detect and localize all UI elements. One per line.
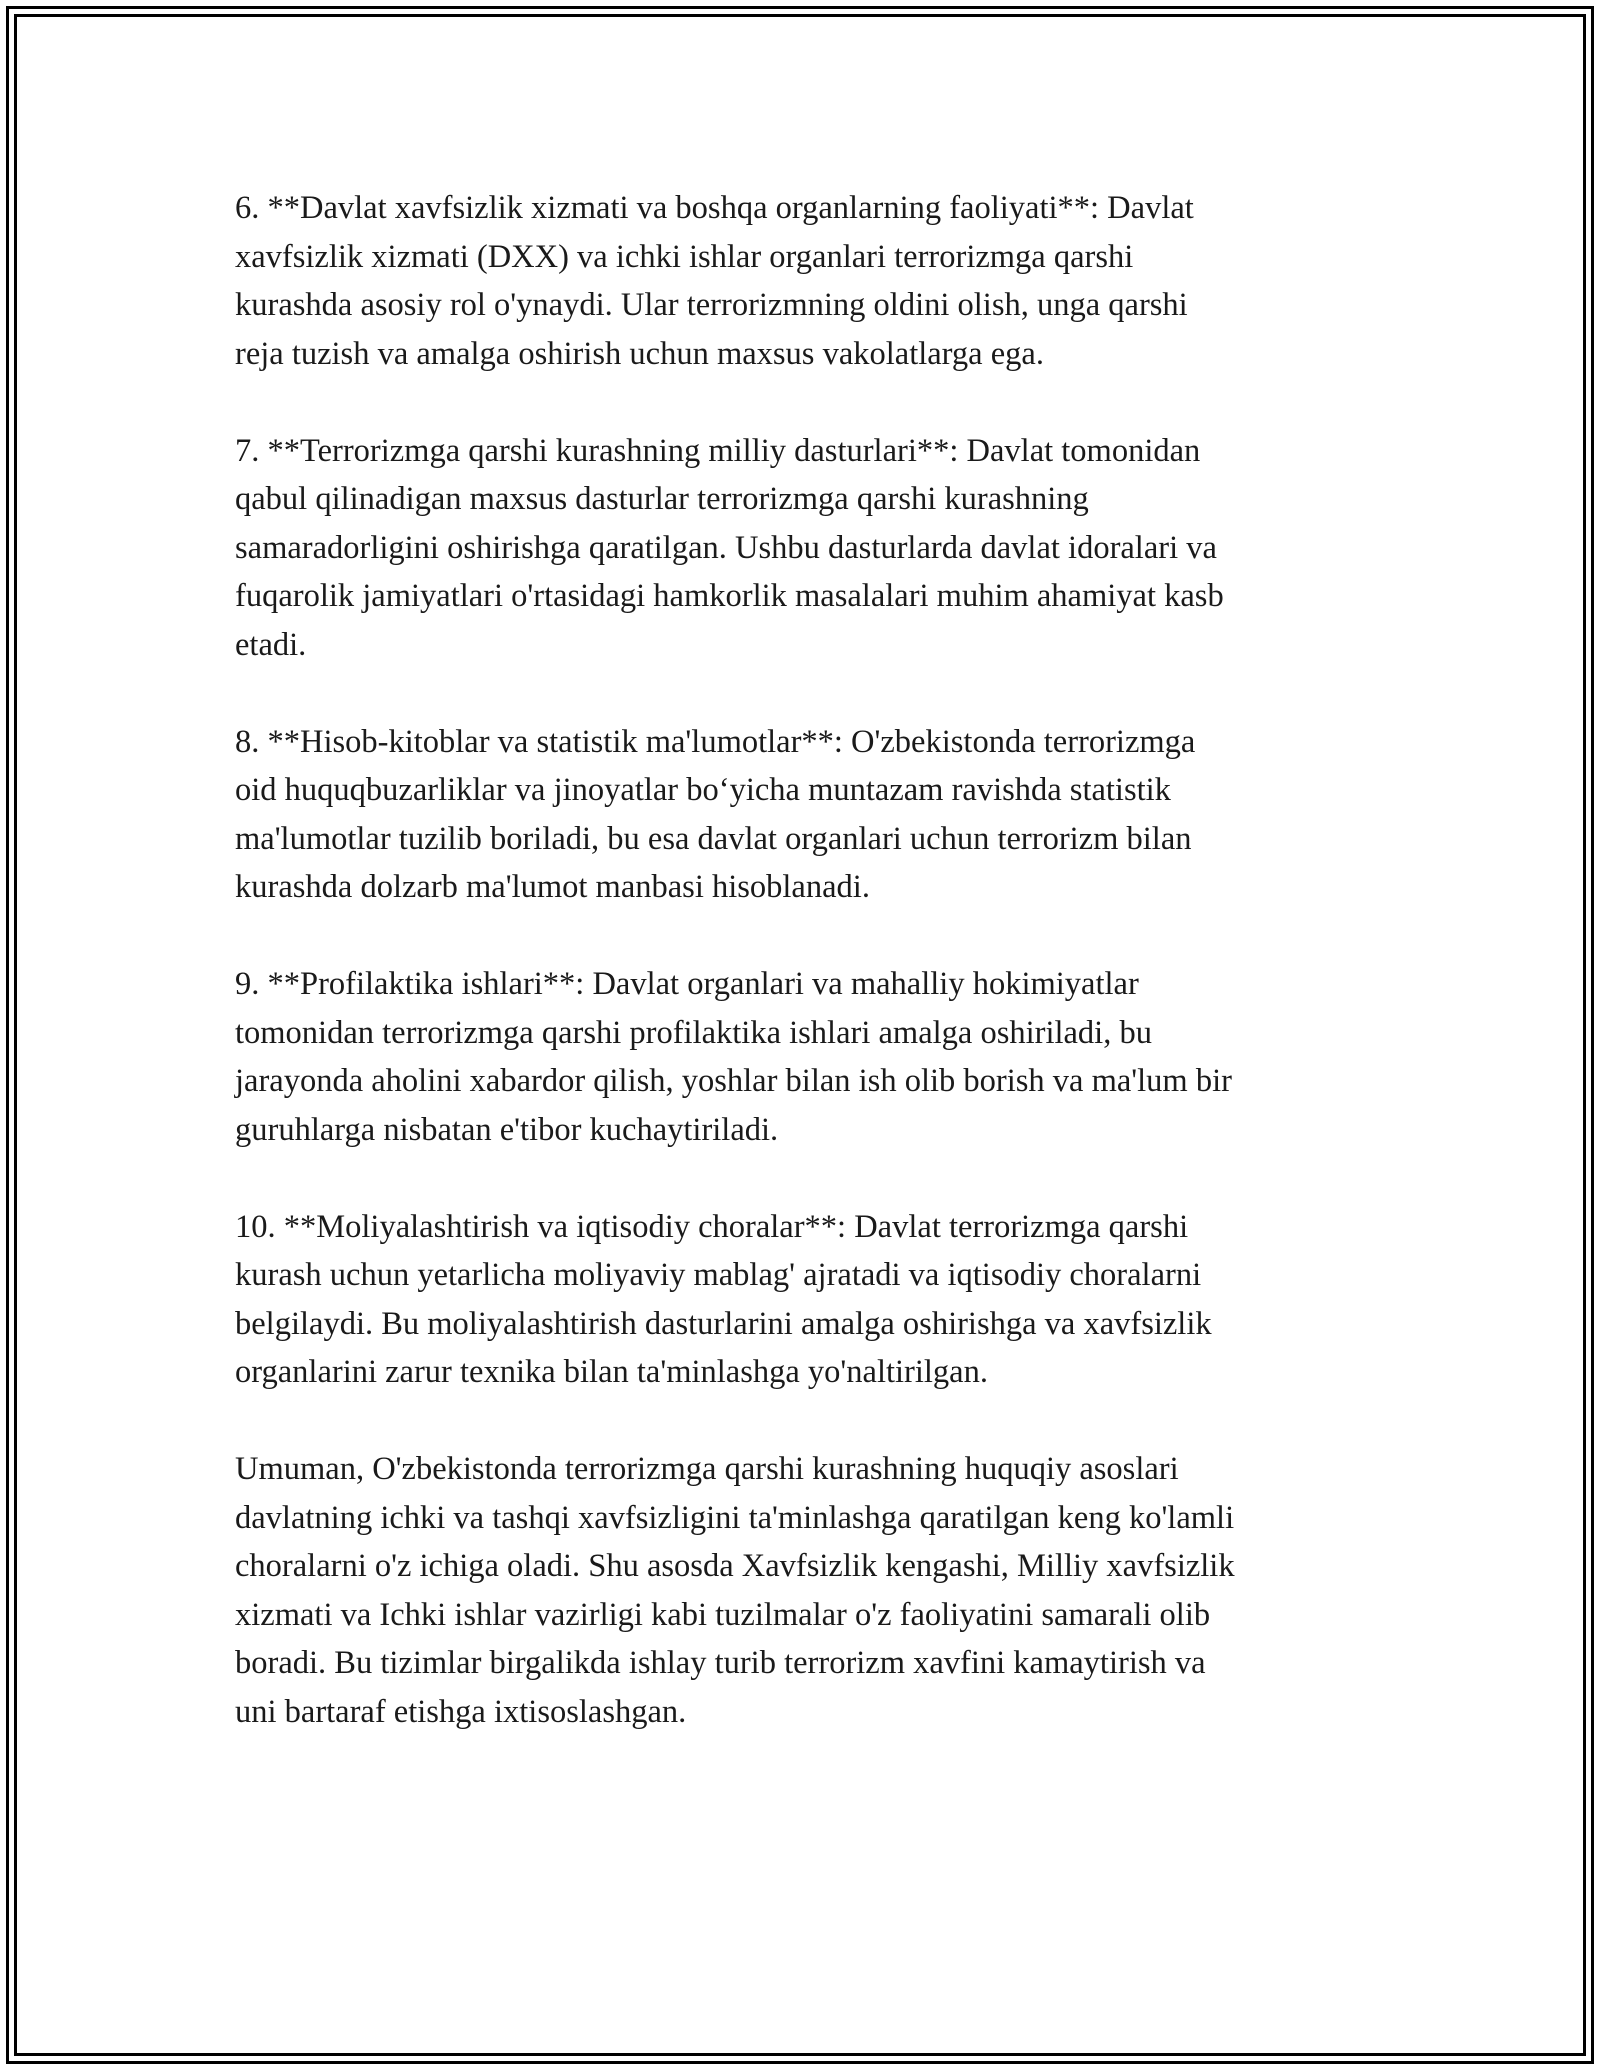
paragraph-item-10: 10. **Moliyalashtirish va iqtisodiy choralar**: Davlat terrorizmga qarshi kurash uchun yetarlicha moliyaviy mablag' ajratadi va iqtisodiy choralarni belgilaydi. Bu moliyalashtirish dasturlarini amalga oshirishga va xavfsizlik organlarini zarur texnika bilan ta'minlashga yo'naltirilgan. — [235, 1208, 1212, 1390]
document-body — [235, 184, 1375, 1785]
paragraph-item-8: 8. **Hisob-kitoblar va statistik ma'lumotlar**: O'zbekistonda terrorizmga oid huquqbuzarliklar va jinoyatlar bo‘yicha muntazam ravishda statistik ma'lumotlar tuzilib boriladi, bu esa davlat organlari uchun terrorizm bilan kurashda dolzarb ma'lumot manbasi hisoblanadi. — [235, 723, 1196, 905]
paragraph-item-6: 6. **Davlat xavfsizlik xizmati va boshqa organlarning faoliyati**: Davlat xavfsizlik xizmati (DXX) va ichki ishlar organlari terrorizmga qarshi kurashda asosiy rol o'ynaydi. Ular terrorizmning oldini olish, unga qarshi reja tuzish va amalga oshirish uchun maxsus vakolatlarga ega. — [235, 190, 1194, 372]
paragraph-conclusion: Umuman, O'zbekistonda terrorizmga qarshi kurashning huquqiy asoslari davlatning ichki va tashqi xavfsizligini ta'minlashga qaratilgan keng ko'lamli choralarni o'z ichiga oladi. Shu asosda Xavfsizlik kengashi, Milliy xavfsizlik xizmati va Ichki ishlar vazirligi kabi tuzilmalar o'z faoliyatini samarali olib boradi. Bu tizimlar birgalikda ishlay turib terrorizm xavfini kamaytirish va uni bartaraf etishga ixtisoslashgan. — [235, 1451, 1235, 1730]
paragraph-item-9: 9. **Profilaktika ishlari**: Davlat organlari va mahalliy hokimiyatlar tomonidan terrorizmga qarshi profilaktika ishlari amalga oshiriladi, bu jarayonda aholini xabardor qilish, yoshlar bilan ish olib borish va ma'lum bir guruhlarga nisbatan e'tibor kuchaytiriladi. — [235, 966, 1232, 1148]
paragraph-item-7: 7. **Terrorizmga qarshi kurashning milliy dasturlari**: Davlat tomonidan qabul qilinadigan maxsus dasturlar terrorizmga qarshi kurashning samaradorligini oshirishga qaratilgan. Ushbu dasturlarda davlat idoralari va fuqarolik jamiyatlari o'rtasidagi hamkorlik masalalari muhim ahamiyat kasb etadi. — [235, 432, 1224, 663]
